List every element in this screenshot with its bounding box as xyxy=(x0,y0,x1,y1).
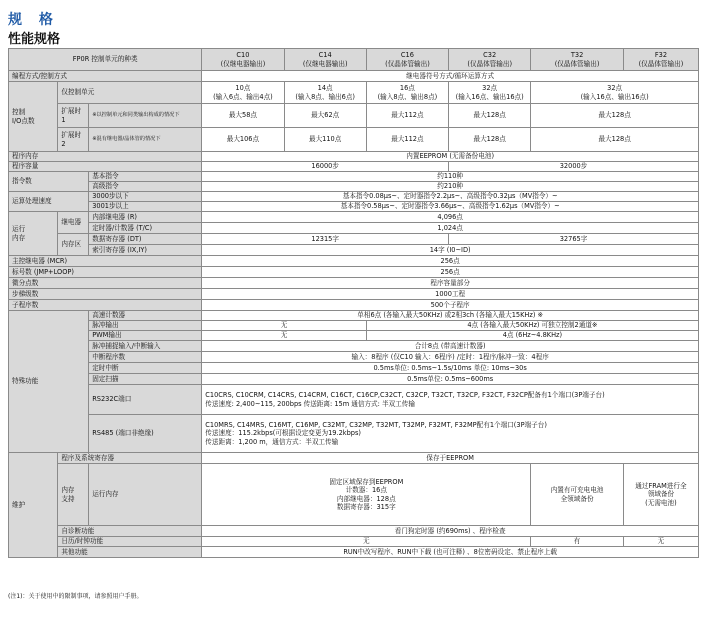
table-row xyxy=(9,374,699,385)
row-value: 4,096点 xyxy=(202,212,699,223)
row-label: 程序容量 xyxy=(9,162,202,172)
row-value: 输入：8程序 (仅C10 输入：6程序) /定时：1程序/脉冲一致：4程序 xyxy=(202,352,699,363)
row-value: 合计8点 (带高速计数器) xyxy=(202,341,699,352)
row-value: 约110种 xyxy=(202,172,699,182)
row-value: 固定区域保存到EEPROM 计数器：16点 内部继电器：128点 数据寄存器：315字 xyxy=(202,464,531,526)
group-label: 维护 xyxy=(9,453,58,558)
row-value: 程序容量部分 xyxy=(202,278,699,289)
cell: 最大128点 xyxy=(449,104,531,128)
model-f32: F32 (仅晶体管输出) xyxy=(623,49,698,71)
table-row xyxy=(9,162,699,172)
cell: 32点 (输入16点、输出16点) xyxy=(449,82,531,104)
cell: 10点 (输入6点、输出4点) xyxy=(202,82,284,104)
table-row xyxy=(9,363,699,374)
cell: 最大128点 xyxy=(531,128,699,152)
row-label: 3000步以下 xyxy=(89,192,202,202)
page-subtitle: 性能规格 xyxy=(8,32,61,47)
cell: 14点 (输入8点、输出6点) xyxy=(284,82,366,104)
row-label: 脉冲输出 xyxy=(89,321,202,331)
subgroup-label: 内存区 xyxy=(58,234,89,256)
cell: 32点 (输入16点、输出16点) xyxy=(531,82,699,104)
subgroup-label: 继电器 xyxy=(58,212,89,234)
row-value: 看门狗定时器 (约690ms) 、程序检查 xyxy=(202,526,699,537)
row-value: 约210种 xyxy=(202,182,699,192)
table-row xyxy=(9,278,699,289)
model-t32: T32 (仅晶体管输出) xyxy=(531,49,624,71)
group-label: 运行 内存 xyxy=(9,212,58,256)
row-label: RS232C端口 xyxy=(89,385,202,415)
row-value: 500个子程序 xyxy=(202,300,699,311)
table-row xyxy=(9,537,699,547)
row-label: 步梯级数 xyxy=(9,289,202,300)
model-c10: C10 (仅继电器输出) xyxy=(202,49,284,71)
cell: 最大58点 xyxy=(202,104,284,128)
table-row xyxy=(9,453,699,464)
row-value: 保存于EEPROM xyxy=(202,453,699,464)
table-row xyxy=(9,212,699,223)
model-c32: C32 (仅晶体管输出) xyxy=(449,49,531,71)
row-value: 1000工程 xyxy=(202,289,699,300)
cell: 16000步 xyxy=(202,162,449,172)
table-row xyxy=(9,311,699,321)
model-c16: C16 (仅晶体管输出) xyxy=(366,49,448,71)
cell: 有 xyxy=(531,537,624,547)
row-label: 扩展时2 xyxy=(58,128,89,152)
row-label: 3001步以上 xyxy=(89,202,202,212)
row-label: 脉冲捕捉输入/中断输入 xyxy=(89,341,202,352)
row-value: 继电器符号方式/循环运算方式 xyxy=(202,71,699,82)
table-row xyxy=(9,415,699,453)
table-row xyxy=(9,234,699,245)
row-label: 程序及系统寄存器 xyxy=(58,453,202,464)
cell: 最大110点 xyxy=(284,128,366,152)
row-label: 基本指令 xyxy=(89,172,202,182)
row-value: 0.5ms单位: 0.5ms~600ms xyxy=(202,374,699,385)
table-row xyxy=(9,223,699,234)
row-note: ※混有继电器/晶体管的情况下 xyxy=(89,128,202,152)
table-row xyxy=(9,172,699,182)
row-label: 自诊断功能 xyxy=(58,526,202,537)
row-label: 定时中断 xyxy=(89,363,202,374)
row-label: 数据寄存器 (DT) xyxy=(89,234,202,245)
cell: 32765字 xyxy=(449,234,699,245)
table-row xyxy=(9,71,699,82)
table-row xyxy=(9,300,699,311)
row-label: 固定扫描 xyxy=(89,374,202,385)
row-label: 索引寄存器 (IX,IY) xyxy=(89,245,202,256)
table-row xyxy=(9,128,699,152)
row-label: 其他功能 xyxy=(58,547,202,558)
row-label: 中断程序数 xyxy=(89,352,202,363)
header-row xyxy=(9,49,699,71)
table-row xyxy=(9,289,699,300)
row-value: C10MRS, C14MRS, C16MT, C16MP, C32MT, C32MP, T32MT, T32MP, F32MT, F32MP配有1个端口(3P端子台) 传送速度：115.2kbps(可根据设定变更为19.2kbps) 传送距离：1,200 m，通信方式：半双工传输 xyxy=(202,415,699,453)
cell: 16点 (输入8点、输出8点) xyxy=(366,82,448,104)
cell: 无 xyxy=(202,321,367,331)
row-label: PWM输出 xyxy=(89,331,202,341)
cell: 最大106点 xyxy=(202,128,284,152)
table-row xyxy=(9,104,699,128)
row-value: 256点 xyxy=(202,256,699,267)
row-label: 扩展时1 xyxy=(58,104,89,128)
row-value: 内置EEPROM (无需备份电池) xyxy=(202,152,699,162)
cell: 无 xyxy=(623,537,698,547)
table-row xyxy=(9,192,699,202)
cell: 通过FRAM进行全 领域备份 (无需电池) xyxy=(623,464,698,526)
table-row xyxy=(9,202,699,212)
cell: 最大112点 xyxy=(366,128,448,152)
row-value: 单相6点 (各输入最大50KHz) 或2相3ch (各输入最大15KHz) ※ xyxy=(202,311,699,321)
table-row xyxy=(9,152,699,162)
table-row xyxy=(9,82,699,104)
row-value: 基本指令0.58μs~、定时器指令3.66μs~、高级指令1.62μs（MV指令）~ xyxy=(202,202,699,212)
row-label: 编程方式/控制方式 xyxy=(9,71,202,82)
row-label: 主控继电器 (MCR) xyxy=(9,256,202,267)
group-label: 指令数 xyxy=(9,172,89,192)
row-value: 256点 xyxy=(202,267,699,278)
row-label: 仅控制单元 xyxy=(58,82,202,104)
table-row xyxy=(9,547,699,558)
table-row xyxy=(9,182,699,192)
row-label: RS485 (端口非绝缘) xyxy=(89,415,202,453)
cell: 32000步 xyxy=(449,162,699,172)
row-label: 微分点数 xyxy=(9,278,202,289)
row-value: 14字 (I0~ID) xyxy=(202,245,699,256)
cell: 最大62点 xyxy=(284,104,366,128)
cell: 4点 (各输入最大50KHz) 可独立控制2通道※ xyxy=(366,321,698,331)
cell: 无 xyxy=(202,537,531,547)
cell: 4点 (6Hz~4.8KHz) xyxy=(366,331,698,341)
row-label: 运行内存 xyxy=(89,464,202,526)
cell: 12315字 xyxy=(202,234,449,245)
row-value: 基本指令0.08μs~、定时器指令2.2μs~、高级指令0.32μs（MV指令）~ xyxy=(202,192,699,202)
row-label: 程序内存 xyxy=(9,152,202,162)
cell: 最大128点 xyxy=(449,128,531,152)
table-row xyxy=(9,526,699,537)
row-value: 0.5ms单位: 0.5ms~1.5s/10ms 单位: 10ms~30s xyxy=(202,363,699,374)
section-title: 规 格 xyxy=(8,12,59,28)
row-value: 1,024点 xyxy=(202,223,699,234)
row-label: 内部继电器 (R) xyxy=(89,212,202,223)
table-row xyxy=(9,385,699,415)
table-row xyxy=(9,267,699,278)
cell: 无 xyxy=(202,331,367,341)
table-row xyxy=(9,341,699,352)
row-label: 子程序数 xyxy=(9,300,202,311)
group-label: 特殊功能 xyxy=(9,311,89,453)
row-value: RUN中改写程序、RUN中下载 (也可注释) 、8位密码设定、禁止程序上载 xyxy=(202,547,699,558)
row-label: 日历/时钟功能 xyxy=(58,537,202,547)
table-row xyxy=(9,464,699,526)
table-row xyxy=(9,321,699,331)
row-value: C10CRS, C10CRM, C14CRS, C14CRM, C16CT, C16CP,C32CT, C32CP, T32CT, T32CP, F32CT, F32CP配备有1个端口(3P端子台) 传送速度: 2,400~115, 200bps 传送距离: 15m 通信方式: 半双工传输 xyxy=(202,385,699,415)
group-label: 运算处理速度 xyxy=(9,192,89,212)
row-label: 定时器/计数器 (T/C) xyxy=(89,223,202,234)
row-label: 标号数 (JMP+LOOP) xyxy=(9,267,202,278)
table-row xyxy=(9,256,699,267)
footnote: (注1)：关于使用中的限制事项，请参照用户手册。 xyxy=(8,593,143,600)
spec-table xyxy=(8,48,699,558)
header-label: FP0R 控制单元的种类 xyxy=(9,49,202,71)
row-label: 高级指令 xyxy=(89,182,202,192)
subgroup-label: 内存 支持 xyxy=(58,464,89,526)
row-note: ※以控制单元和同类输出构成的情况下 xyxy=(89,104,202,128)
model-c14: C14 (仅继电器输出) xyxy=(284,49,366,71)
row-label: 高速计数器 xyxy=(89,311,202,321)
cell: 最大128点 xyxy=(531,104,699,128)
table-row xyxy=(9,331,699,341)
table-row xyxy=(9,352,699,363)
table-row xyxy=(9,245,699,256)
cell: 内置有可充电电池 全领域备份 xyxy=(531,464,624,526)
group-label: 控制 I/O点数 xyxy=(9,82,58,152)
cell: 最大112点 xyxy=(366,104,448,128)
